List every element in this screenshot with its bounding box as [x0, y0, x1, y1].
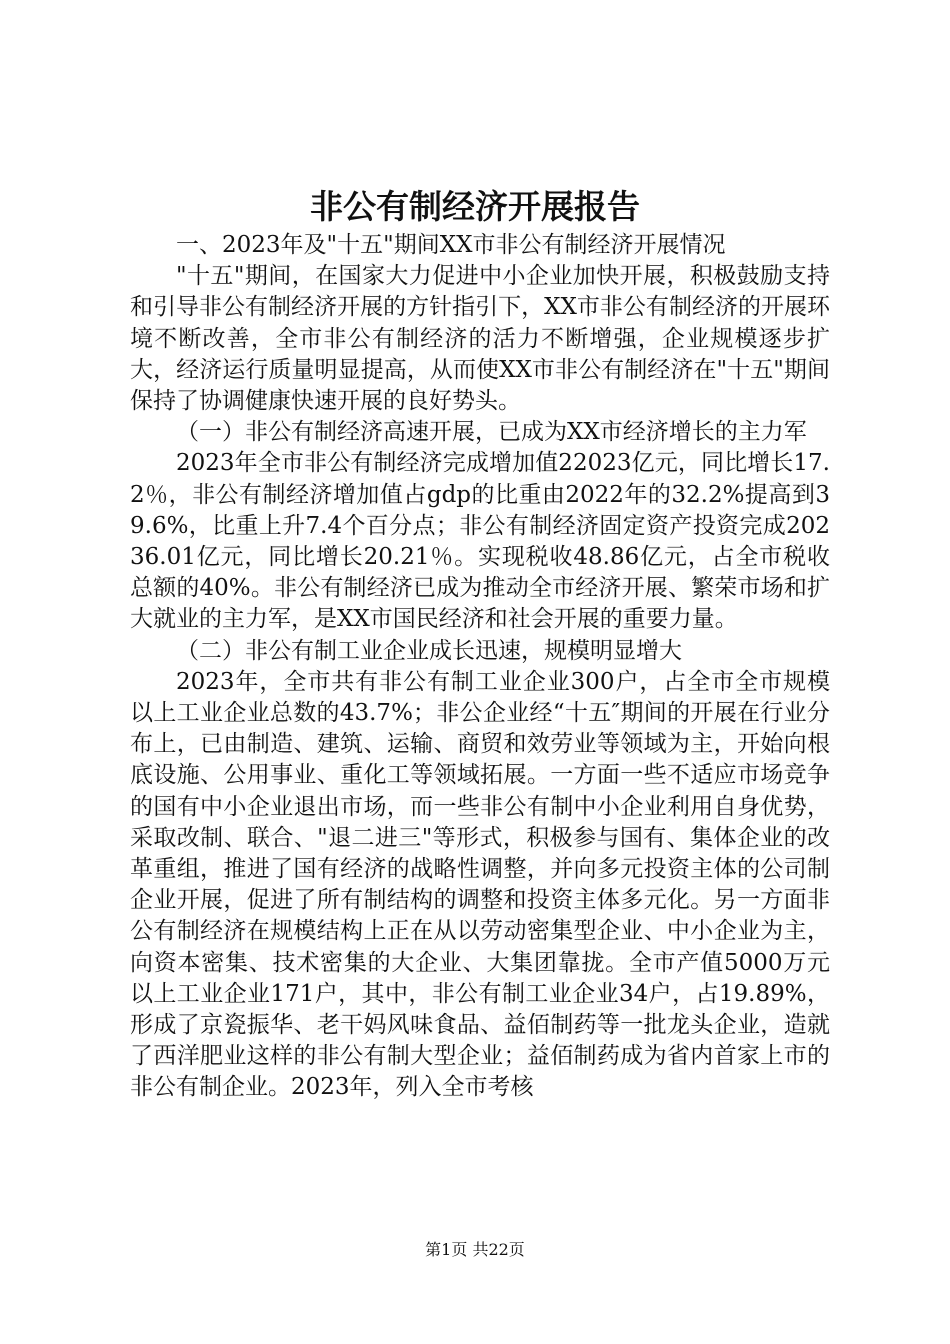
- document-body: [130, 230, 830, 1104]
- subsection-heading: （一）非公有制经济高速开展，已成为XX市经济增长的主力军: [176, 419, 807, 446]
- section-heading: 一、2023年及"十五"期间XX市非公有制经济开展情况: [176, 232, 726, 258]
- body-paragraph: 2023年全市非公有制经济完成增加值22023亿元，同比增长17.2％，非公有制经济增加值占gdp的比重由2022年的32.2%提高到39.6%，比重上升7.4个百分点；非公有制经济固定资产投资完成20236.01亿元，同比增长20.21％。实现税收48.86亿元，占全市税收总额的40%。非公有制经济已成为推动全市经济开展、繁荣市场和扩大就业的主力军，是XX市国民经济和社会开展的重要力量。: [130, 450, 830, 633]
- body-paragraph: "十五"期间，在国家大力促进中小企业加快开展，积极鼓励支持和引导非公有制经济开展的方针指引下，XX市非公有制经济的开展环境不断改善，全市非公有制经济的活力不断增强，企业规模逐步扩大，经济运行质量明显提高，从而使XX市非公有制经济在"十五"期间保持了协调健康快速开展的良好势头。: [130, 263, 830, 415]
- subsection-heading: （二）非公有制工业企业成长迅速，规模明显增大: [176, 637, 682, 664]
- document-title: 非公有制经济开展报告: [310, 187, 640, 226]
- page-footer: 第1页 共22页: [425, 1240, 525, 1259]
- body-paragraph: 2023年，全市共有非公有制工业企业300户，占全市全市规模以上工业企业总数的43.7%；非公企业经“十五″期间的开展在行业分布上，已由制造、建筑、运输、商贸和效劳业等领域为主，开始向根底设施、公用事业、重化工等领域拓展。一方面一些不适应市场竞争的国有中小企业退出市场，而一些非公有制中小企业利用自身优势，采取改制、联合、"退二进三"等形式，积极参与国有、集体企业的改革重组，推进了国有经济的战略性调整，并向多元投资主体的公司制企业开展，促进了所有制结构的调整和投资主体多元化。另一方面非公有制经济在规模结构上正在从以劳动密集型企业、中小企业为主，向资本密集、技术密集的大企业、大集团靠拢。全市产值5000万元以上工业企业171户，其中，非公有制工业企业34户，占19.89%，形成了京瓷振华、老干妈风味食品、益佰制药等一批龙头企业，造就了西洋肥业这样的非公有制大型企业；益佰制药成为省内首家上市的非公有制企业。2023年，列入全市考核: [130, 668, 830, 1101]
